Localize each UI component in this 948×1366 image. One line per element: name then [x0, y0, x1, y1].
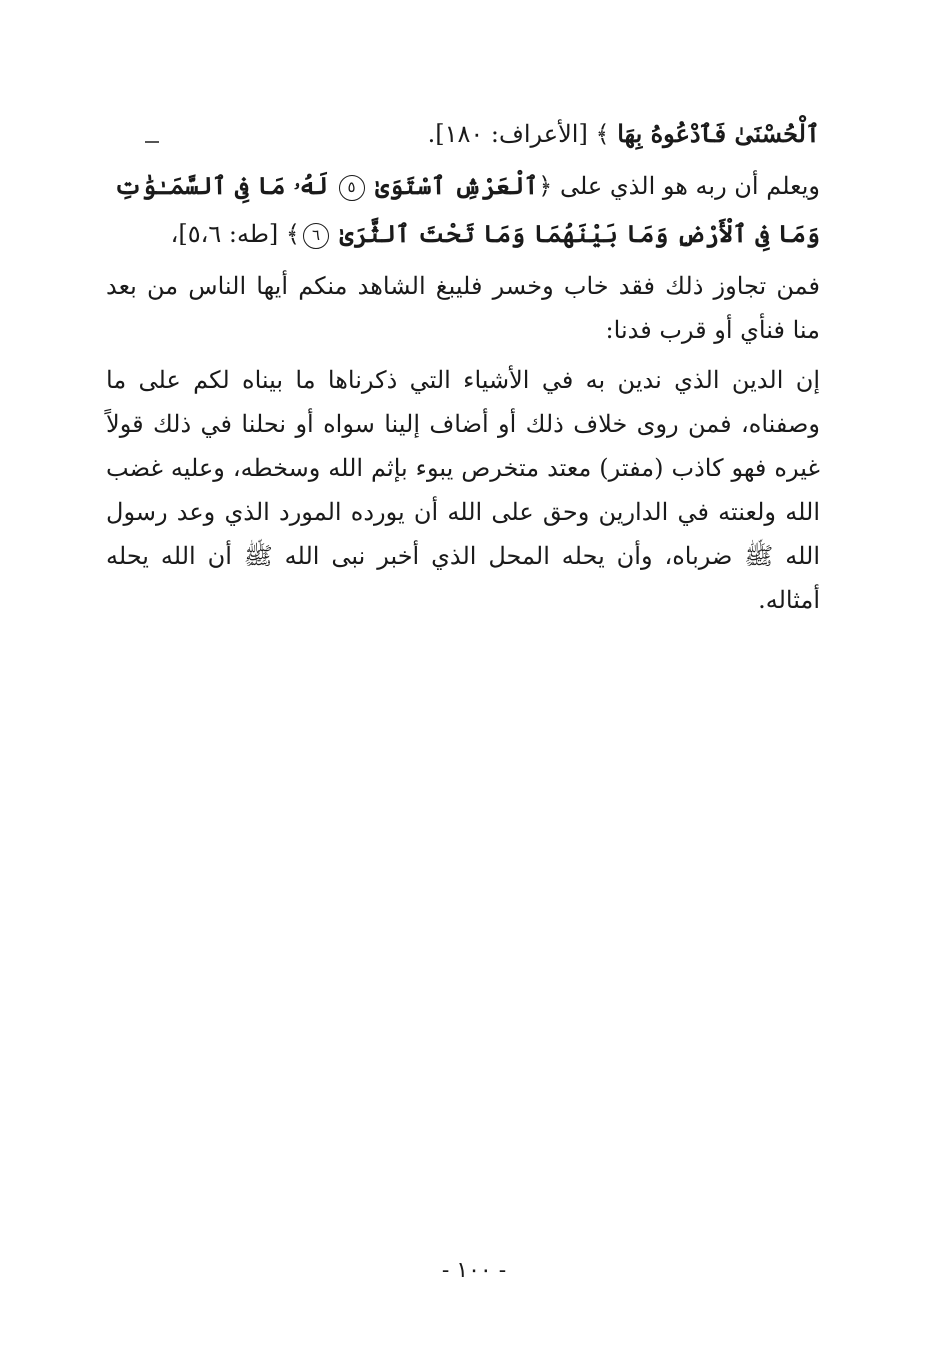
paragraph-2: إن الدين الذي ندين به في الأشياء التي ذكرناها ما بيناه لكم على ما وصفناه، فمن روى خلاف ذلك أو أضاف إلينا سواه أو نحلنا في ذلك قولاً غيره فهو كاذب (مفتر) معتد متخرص يبوء بإثم الله وسخطه، وعليه غضب الله ولعنته في الدارين وحق على الله أن يورده المورد الذي وعد رسول الله ﷺ ضرباه، وأن يحله المحل الذي أخبر نبى الله ﷺ أن الله يحله أمثاله. — [106, 366, 820, 614]
ayah-number-marker: ٦ — [303, 223, 329, 249]
quran-ornament-close: ﴾ — [595, 120, 610, 148]
ayah-number-marker: ٥ — [339, 175, 365, 201]
quran-verse-text: ٱلْعَرْشِ ٱسْتَوَىٰ — [375, 171, 539, 200]
paragraph-1: فمن تجاوز ذلك فقد خاب وخسر فليبغ الشاهد منكم أيها الناس من بعد منا فنأي أو قرب فدنا: — [106, 272, 820, 344]
quran-verse-text: وَمَا فِى ٱلْأَرْضِ وَمَا بَيْنَهُمَا وَمَا تَحْتَ ٱلثَّرَىٰ — [339, 219, 820, 248]
verse-intro-text: ويعلم أن ربه هو الذي على — [559, 172, 820, 200]
margin-mark — [145, 141, 159, 143]
verse-continuation-line — [106, 112, 820, 156]
verse-reference: [الأعراف: ١٨٠]. — [427, 120, 588, 148]
verse-line-1 — [106, 164, 820, 208]
quran-ornament-close: ﴾ — [285, 220, 300, 248]
verse-line-2 — [106, 212, 820, 256]
quran-ornament-open: ﴿ — [538, 172, 553, 200]
verse-reference: [طه: ٥،٦]، — [170, 220, 279, 248]
page-number: - ١٠٠ - — [441, 1258, 507, 1283]
quran-verse-text: لَهُۥ مَا فِى ٱلسَّمَـٰوَٰتِ — [114, 171, 328, 200]
quran-verse-text: ٱلْحُسْنَىٰ فَٱدْعُوهُ بِهَا — [617, 119, 820, 148]
